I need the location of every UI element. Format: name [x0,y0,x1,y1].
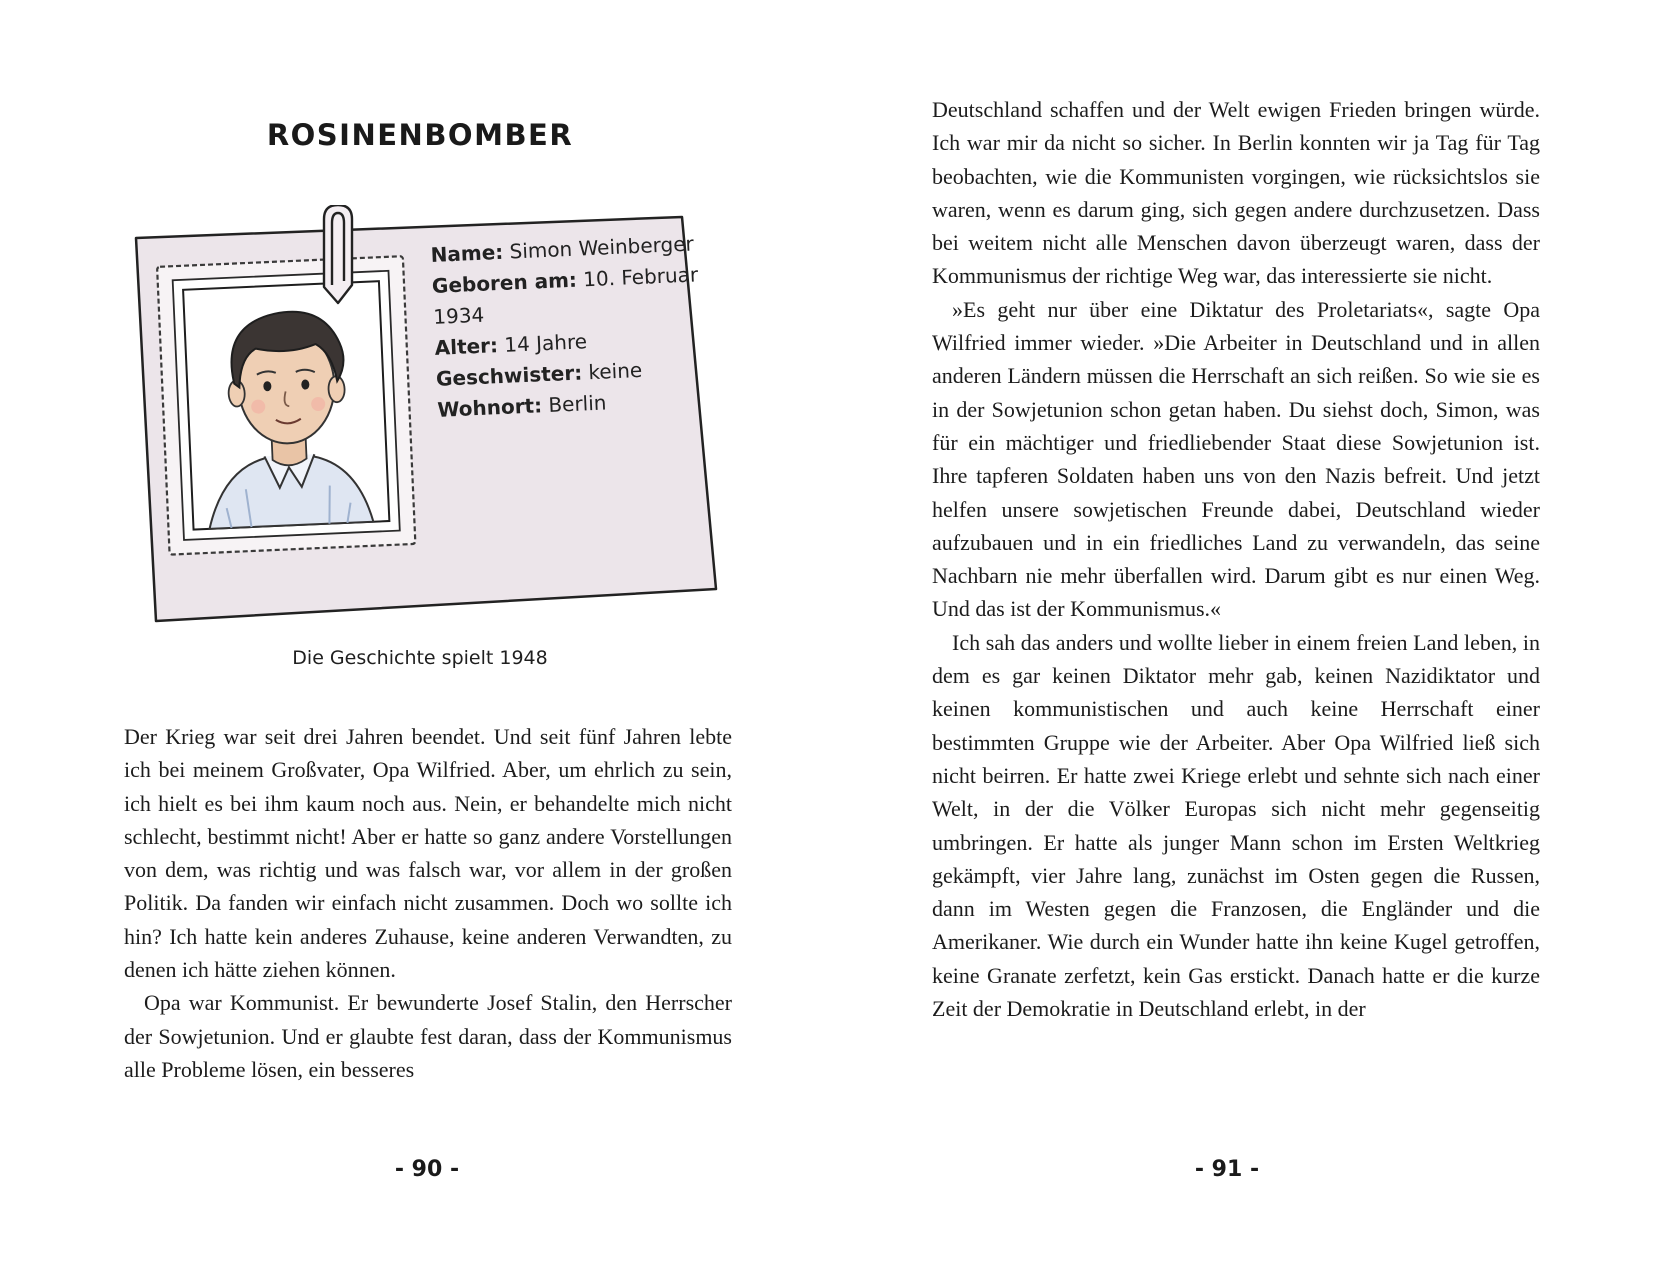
age-label: Alter: [434,333,499,360]
name-value: Simon Weinberger [509,231,695,264]
paragraph: Opa war Kommunist. Er bewunderte Josef Stalin, den Herrscher der Sowjetunion. Und er glaubte fest daran, dass der Kommunismus alle Probleme lösen, ein besseres [124,990,732,1082]
age-value: 14 Jahre [503,329,588,357]
story-year-caption: Die Geschichte spielt 1948 [292,647,548,669]
siblings-label: Geschwister: [435,360,583,391]
paragraph: Deutschland schaffen und der Welt ewigen Frieden bringen würde. Ich war mir da nicht so sicher. In Berlin konnten wir ja Tag für Tag beobachten, wie die Kommunisten vorgingen, wie rücksichtslos sie waren, wenn es darum ging, sich gegen andere durchzusetzen. Dass bei weitem nicht alle Menschen davon überzeugt waren, dass der Kommunismus der richtige Weg war, das interessierte sie nicht. [932,97,1540,289]
name-label: Name: [430,239,504,267]
chapter-title: ROSINENBOMBER [266,118,574,152]
born-label: Geboren am: [431,267,578,298]
right-body-text [932,93,1540,1025]
paper-clip-icon [324,205,352,303]
portrait-photo [157,256,415,554]
profile-card-info [430,228,708,426]
paragraph: Der Krieg war seit drei Jahren beendet. Und seit fünf Jahren lebte ich bei meinem Großvater, Opa Wilfried. Aber, um ehrlich zu sein, ich hielt es bei ihm kaum noch aus. Nein, er behandelte mich nicht schlecht, bestimmt nicht! Aber er hatte so ganz andere Vorstellungen von dem, was richtig und was falsch war, vor allem in der großen Politik. Da fanden wir einfach nicht zusammen. Doch wo sollte ich hin? Ich hatte kein anderes Zuhause, keine anderen Verwandten, zu denen ich hätte ziehen können. [124,724,732,983]
paragraph: »Es geht nur über eine Diktatur des Proletariats«, sagte Opa Wilfried immer wieder. »Die Arbeiter in Deutschland und in allen anderen Ländern müssen die Herrschaft an sich reißen. So wie sie es in der Sowjetunion schon getan haben. Du siehst doch, Simon, was für ein mächtiger und friedliebender Staat diese Sowjetunion ist. Ihre tapferen Soldaten haben uns von den Nazis befreit. Und jetzt helfen unsere sowjetischen Freunde dabei, Deutschland wieder aufzubauen und in ein friedliches Land zu verwandeln, das seine Nachbarn nie mehr überfallen wird. Darum gibt es nur einen Weg. Und das ist der Kommunismus.« [932,296,1540,622]
born-value: 10. Februar [582,262,699,292]
left-body-text [124,720,732,1086]
born-year: 1934 [432,302,485,329]
paragraph: Ich sah das anders und wollte lieber in einem freien Land leben, in dem es gar keinen Diktator mehr gab, keinen Nazidiktator und keinen kommunistischen und auch keine Herrschaft einer bestimmten Gruppe wie der Arbeiter. Aber Opa Wilfried ließ sich nicht beirren. Er hatte zwei Kriege erlebt und sehnte sich nach einer Welt, in der die Völker Europas sich nicht mehr gegenseitig umbringen. Er hatte als junger Mann schon im Ersten Weltkrieg gekämpft, vier Jahre lang, zunächst im Osten gegen die Russen, dann im Westen gegen die Franzosen, die Engländer und die Amerikaner. Wie durch ein Wunder hatte ihn keine Kugel getroffen, keine Granate zerfetzt, kein Gas erstickt. Danach hatte er die kurze Zeit der Demokratie in Deutschland erlebt, in der [932,629,1540,1022]
right-page [827,0,1654,1270]
page-number: - 90 - [394,1157,460,1182]
page-number: - 91 - [1194,1157,1260,1182]
siblings-value: keine [587,357,643,385]
residence-label: Wohnort: [436,393,543,422]
residence-value: Berlin [547,390,607,417]
